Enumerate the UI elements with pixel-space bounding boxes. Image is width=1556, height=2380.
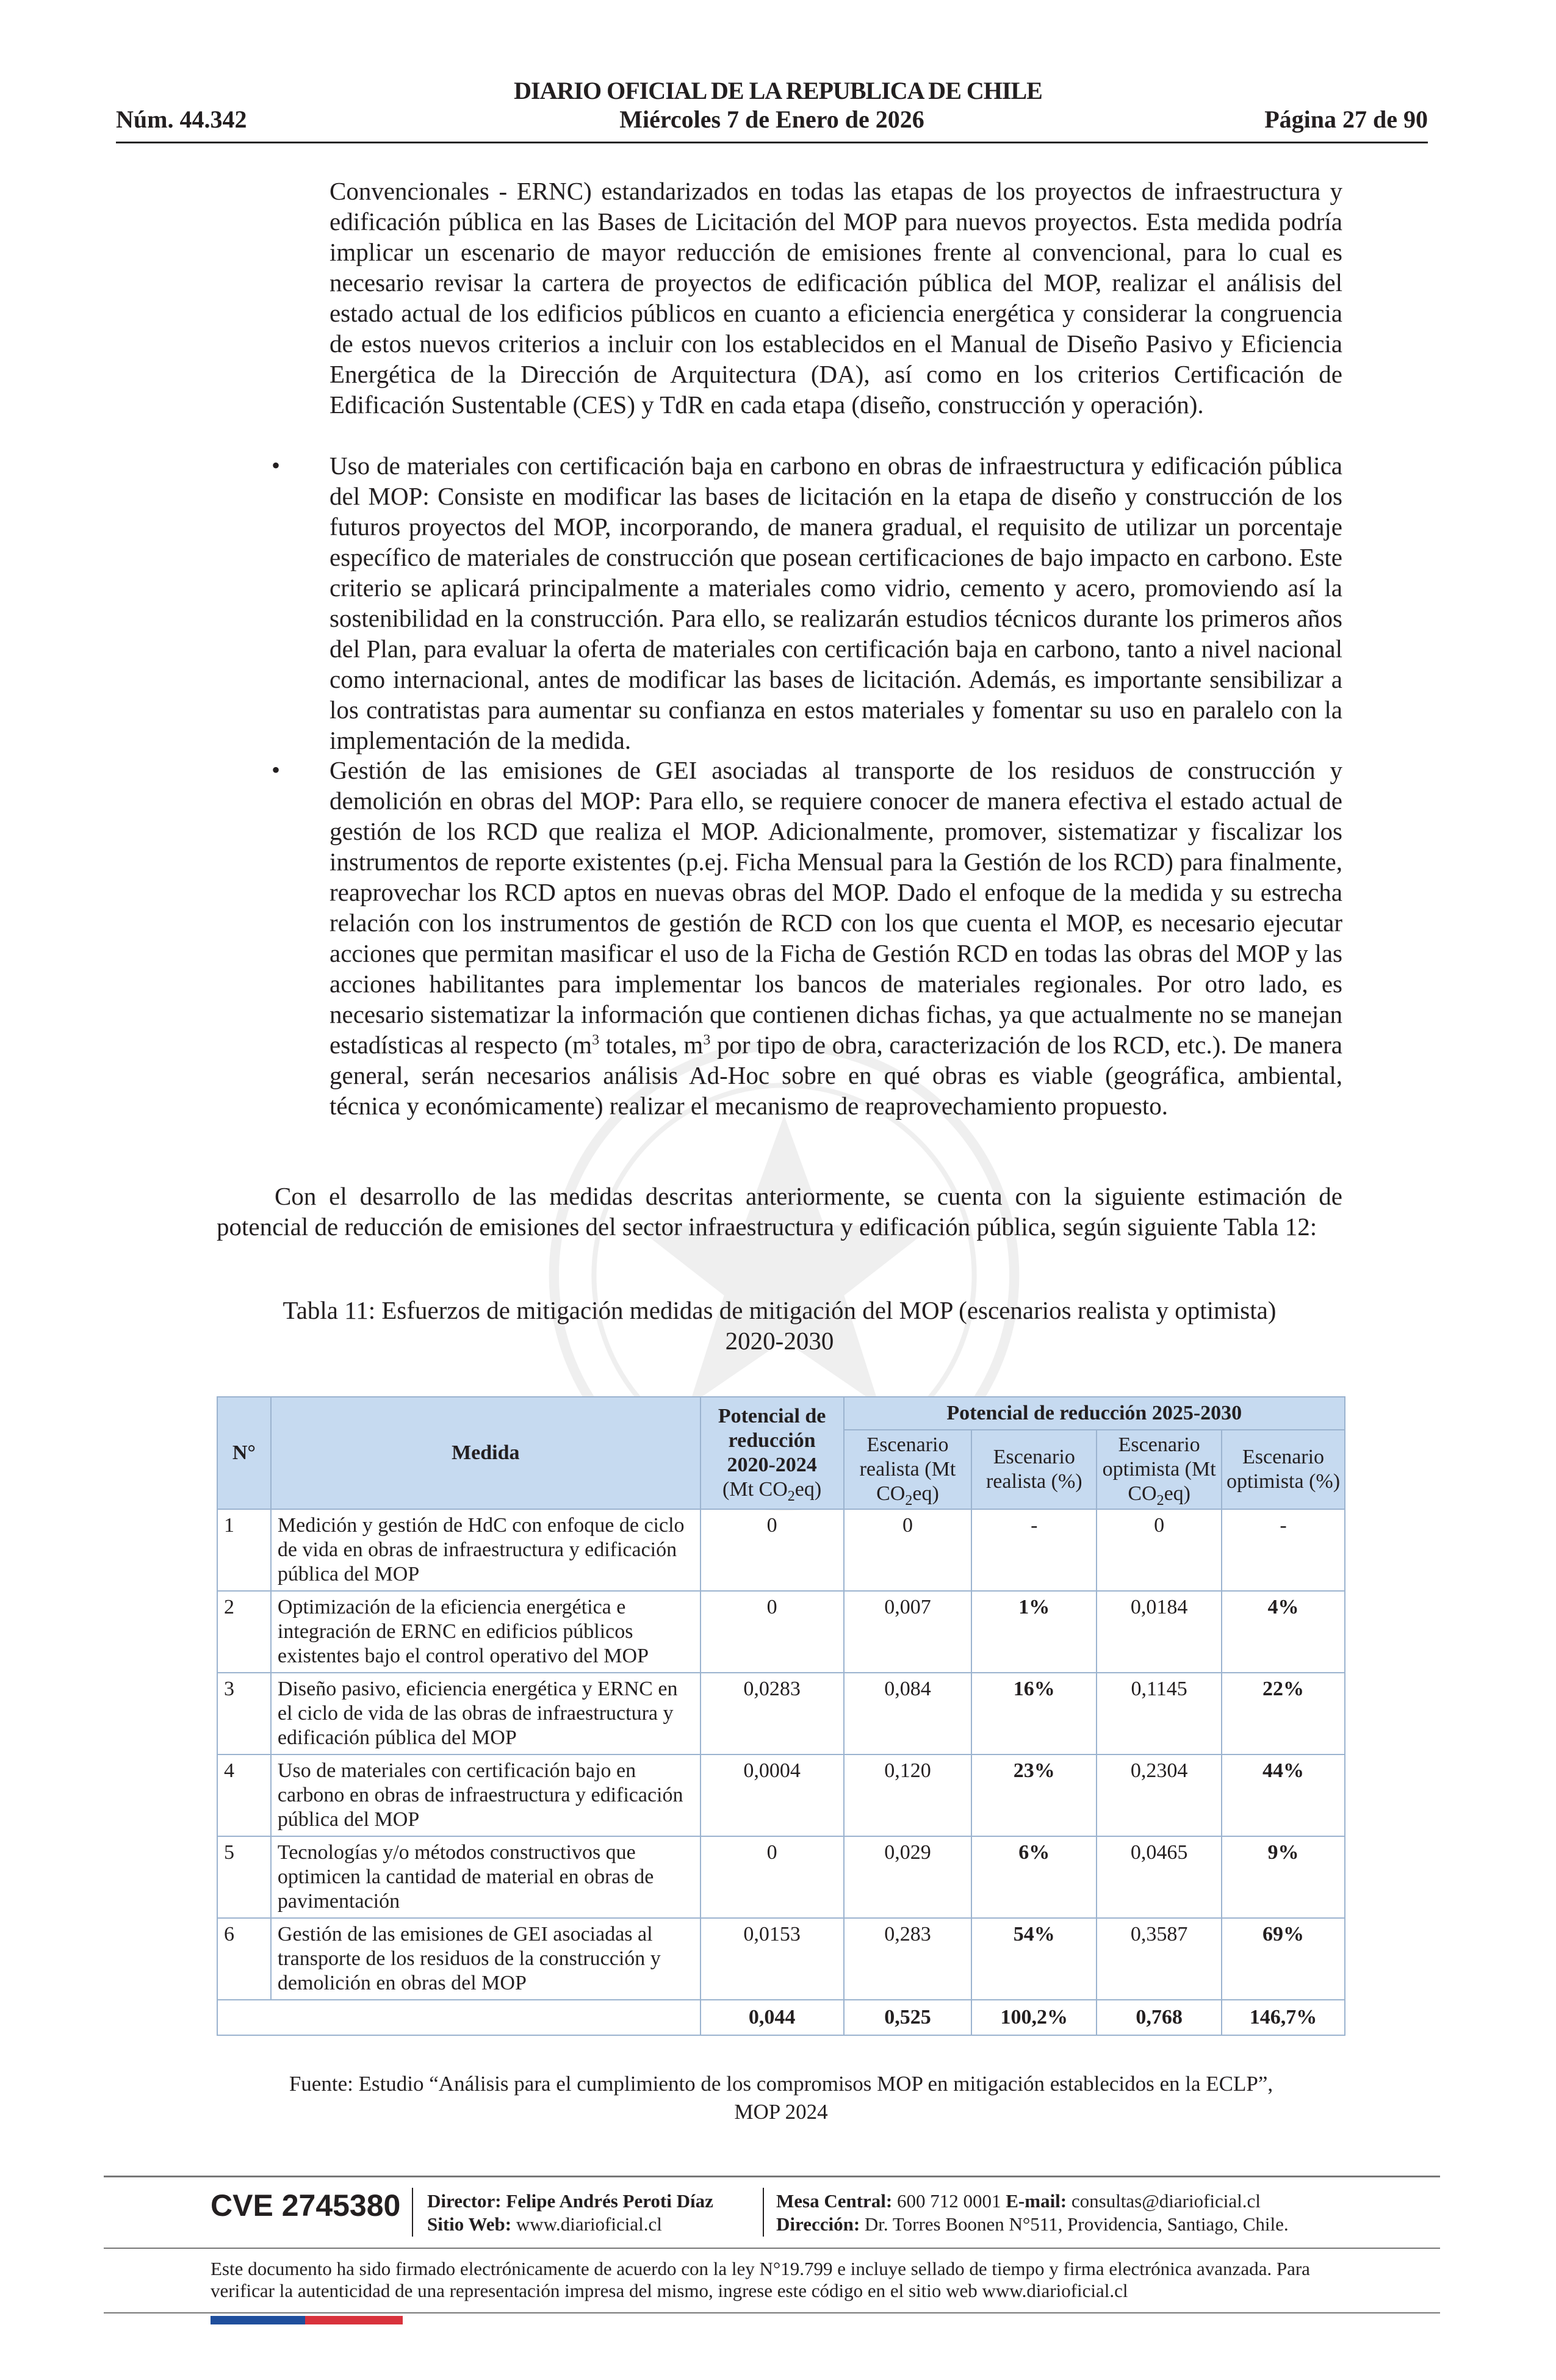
cell-realistic-mt: 0,029 xyxy=(844,1836,972,1918)
table-row xyxy=(217,1591,1345,1673)
header-potential-2020-2024 xyxy=(701,1397,844,1509)
cell-number: 4 xyxy=(217,1754,271,1836)
cell-realistic-pct: 16% xyxy=(971,1673,1097,1754)
table-row xyxy=(217,1673,1345,1754)
footer-separator xyxy=(763,2188,764,2237)
cve-code: CVE 2745380 xyxy=(211,2188,401,2223)
website-link[interactable]: www.diarioficial.cl xyxy=(516,2213,662,2235)
header-medida: Medida xyxy=(271,1397,701,1509)
cell-potential: 0,0283 xyxy=(701,1673,844,1754)
cell-realistic-pct: 1% xyxy=(971,1591,1097,1673)
cell-optimistic-mt: 0,3587 xyxy=(1097,1918,1222,2000)
email-link[interactable]: consultas@diarioficial.cl xyxy=(1071,2190,1261,2212)
cell-realistic-mt: 0,120 xyxy=(844,1754,972,1836)
header-optimistic-mt: Escenario optimista (Mt $CO_2eq$) xyxy=(1097,1430,1222,1509)
total-realistic-pct: 100,2% xyxy=(971,2000,1097,2035)
table-row xyxy=(217,1918,1345,2000)
cell-medida: Medición y gestión de HdC con enfoque de ciclo de vida en obras de infraestructura y edificación pública del MOP xyxy=(271,1509,701,1591)
cell-medida: Tecnologías y/o métodos constructivos que optimicen la cantidad de material en obras de pavimentación xyxy=(271,1836,701,1918)
cell-realistic-mt: 0,084 xyxy=(844,1673,972,1754)
cell-optimistic-pct: - xyxy=(1222,1509,1345,1591)
header-optimistic-pct: Escenario optimista (%) xyxy=(1222,1430,1345,1509)
bullet-marker: • xyxy=(272,756,281,784)
footer-contact-block xyxy=(776,2190,1289,2236)
total-optimistic-mt: 0,768 xyxy=(1097,2000,1222,2035)
bullet-rcd xyxy=(330,755,1342,1121)
cell-optimistic-pct: 22% xyxy=(1222,1673,1345,1754)
footer-divider-middle xyxy=(104,2248,1440,2249)
cell-number: 6 xyxy=(217,1918,271,2000)
bullet-marker: • xyxy=(272,452,281,479)
cell-optimistic-mt: 0 xyxy=(1097,1509,1222,1591)
table-row xyxy=(217,1509,1345,1591)
address-text: Dr. Torres Boonen N°511, Providencia, Santiago, Chile. xyxy=(864,2213,1289,2235)
cell-optimistic-pct: 44% xyxy=(1222,1754,1345,1836)
footer-divider-bottom xyxy=(104,2312,1440,2313)
cell-optimistic-pct: 9% xyxy=(1222,1836,1345,1918)
cell-realistic-mt: 0,007 xyxy=(844,1591,972,1673)
cell-realistic-pct: 23% xyxy=(971,1754,1097,1836)
cell-total-empty xyxy=(217,2000,701,2035)
cell-potential: 0,0153 xyxy=(701,1918,844,2000)
bullet-materials: Uso de materiales con certificación baja en carbono en obras de infraestructura y edificación pública del MOP: Consiste en modificar las bases de licitación en la etapa de diseño y construcción de los futuros proyectos del MOP, incorporando, de manera gradual, el requisito de utilizar un porcentaje específico de materiales de construcción que posean certificaciones de bajo impacto en carbono. Este criterio se aplicará principalmente a materiales como vidrio, cemento y acero, promoviendo así la sostenibilidad en la construcción. Para ello, se realizarán estudios técnicos durante los primeros años del Plan, para evaluar la oferta de materiales con certificación baja en carbono, tanto a nivel nacional como internacional, antes de modificar las bases de licitación. Además, es importante sensibilizar a los contratistas para aumentar su confianza en estos materiales y fomentar su uso en paralelo con la implementación de la medida. xyxy=(330,452,1342,754)
bullet-rcd-text-b: totales, m xyxy=(599,1031,704,1059)
cell-realistic-pct: - xyxy=(971,1509,1097,1591)
table-caption xyxy=(217,1295,1342,1356)
cell-potential: 0 xyxy=(701,1591,844,1673)
cell-optimistic-mt: 0,1145 xyxy=(1097,1673,1222,1754)
header-realistic-pct: Escenario realista (%) xyxy=(971,1430,1097,1509)
cell-realistic-mt: 0 xyxy=(844,1509,972,1591)
cell-optimistic-pct: 4% xyxy=(1222,1591,1345,1673)
cell-number: 3 xyxy=(217,1673,271,1754)
cell-realistic-mt: 0,283 xyxy=(844,1918,972,2000)
cell-medida: Gestión de las emisiones de GEI asociadas al transporte de los residuos de la construcción y demolición en obras del MOP xyxy=(271,1918,701,2000)
total-realistic-mt: 0,525 xyxy=(844,2000,972,2035)
issue-date: Miércoles 7 de Enero de 2026 xyxy=(619,106,924,133)
footer-divider-top xyxy=(104,2176,1440,2177)
flag-stripe-red xyxy=(305,2316,403,2324)
director-label: Director: xyxy=(427,2190,502,2212)
mitigation-table xyxy=(217,1396,1345,2036)
cell-medida: Uso de materiales con certificación bajo en carbono en obras de infraestructura y edificación pública del MOP xyxy=(271,1754,701,1836)
cell-potential: 0 xyxy=(701,1836,844,1918)
cell-optimistic-mt: 0,0184 xyxy=(1097,1591,1222,1673)
header-row xyxy=(116,105,1428,139)
cell-number: 5 xyxy=(217,1836,271,1918)
cell-number: 1 xyxy=(217,1509,271,1591)
cell-potential: 0,0004 xyxy=(701,1754,844,1836)
address-label: Dirección: xyxy=(776,2213,860,2235)
mesa-phone: 600 712 0001 xyxy=(897,2190,1001,2212)
superscript-3: 3 xyxy=(703,1032,711,1048)
newspaper-title: DIARIO OFICIAL DE LA REPUBLICA DE CHILE xyxy=(514,77,1042,104)
footer-separator xyxy=(412,2188,413,2237)
paragraph-continued: Convencionales - ERNC) estandarizados en todas las etapas de los proyectos de infraestructura y edificación pública en las Bases de Licitación del MOP para nuevos proyectos. Esta medida podría implicar un escenario de mayor reducción de emisiones frente al convencional, para lo cual es necesario revisar la cartera de proyectos de edificación pública del MOP, realizar el análisis del estado actual de los edificios públicos en cuanto a eficiencia energética y considerar la congruencia de estos nuevos criterios a incluir con los establecidos en el Manual de Diseño Pasivo y Eficiencia Energética de la Dirección de Arquitectura (DA), así como en los criterios Certificación de Edificación Sustentable (CES) y TdR en cada etapa (diseño, construcción y operación). xyxy=(330,177,1342,419)
header-divider xyxy=(116,142,1428,143)
bullet-rcd-text-a: Gestión de las emisiones de GEI asociadas al transporte de los residuos de construcción y demolición en obras del MOP: Para ello, se requiere conocer de manera efectiva el estado actual de gestión de los RCD que realiza el MOP. Adicionalmente, promover, sistematizar y fiscalizar los instrumentos de reporte existentes (p.ej. Ficha Mensual para la Gestión de los RCD) para finalmente, reaprovechar los RCD aptos en nuevas obras del MOP. Dado el enfoque de la medida y su estrecha relación con los instrumentos de gestión de RCD con los que cuenta el MOP, es necesario ejecutar acciones que permitan masificar el uso de la Ficha de Gestión RCD en todas las obras del MOP y las acciones habilitantes para implementar los bancos de materiales regionales. Por otro lado, es necesario sistematizar la información que contienen dichas fichas, ya que actualmente no se manejan estadísticas al respecto (m xyxy=(330,756,1342,1059)
page-number: Página 27 de 90 xyxy=(1264,106,1428,133)
table-caption-line2: 2020-2030 xyxy=(725,1327,834,1355)
website-label: Sitio Web: xyxy=(427,2213,512,2235)
superscript-3: 3 xyxy=(592,1032,600,1048)
table-caption-line1: Tabla 11: Esfuerzos de mitigación medidas de mitigación del MOP (escenarios realista y optimista) xyxy=(283,1296,1277,1324)
mesa-label: Mesa Central: xyxy=(776,2190,893,2212)
table-source-line2: MOP 2024 xyxy=(734,2100,828,2124)
email-label: E-mail: xyxy=(1006,2190,1067,2212)
cell-realistic-pct: 6% xyxy=(971,1836,1097,1918)
table-source xyxy=(217,2070,1345,2126)
table-row xyxy=(217,1836,1345,1918)
flag-stripe-blue xyxy=(211,2316,305,2324)
table-total-row xyxy=(217,2000,1345,2035)
cell-optimistic-mt: 0,0465 xyxy=(1097,1836,1222,1918)
table-intro-paragraph: Con el desarrollo de las medidas descritas anteriormente, se cuenta con la siguiente estimación de potencial de reducción de emisiones del sector infraestructura y edificación pública, según siguiente Tabla 12: xyxy=(217,1182,1342,1241)
total-potential: 0,044 xyxy=(701,2000,844,2035)
header-potential-unit: (Mt $CO_2eq$) xyxy=(722,1478,822,1504)
cell-optimistic-mt: 0,2304 xyxy=(1097,1754,1222,1836)
header-number: N° xyxy=(217,1397,271,1509)
table-source-line1: Fuente: Estudio “Análisis para el cumplimiento de los compromisos MOP en mitigación establecidos en la ECLP”, xyxy=(289,2072,1273,2096)
issue-number: Núm. 44.342 xyxy=(116,106,247,133)
header-potential-2025-2030: Potencial de reducción 2025-2030 xyxy=(844,1397,1345,1430)
signature-note: Este documento ha sido firmado electrónicamente de acuerdo con la ley N°19.799 e incluye sellado de tiempo y firma electrónica avanzada. Para verificar la autenticidad de una representación impresa del mismo, ingrese este código en el sitio web www.diarioficial.cl xyxy=(211,2258,1310,2301)
cell-medida: Diseño pasivo, eficiencia energética y ERNC en el ciclo de vida de las obras de infraestructura y edificación pública del MOP xyxy=(271,1673,701,1754)
header-potential-label: Potencial de reducción 2020-2024 xyxy=(718,1405,826,1476)
bullet-rcd-text-c: por tipo de obra, caracterización de los RCD, etc.). De manera general, serán necesarios análisis Ad-Hoc sobre en qué obras es viable (geográfica, ambiental, técnica y económicamente) realizar el mecanismo de reaprovechamiento propuesto. xyxy=(330,1031,1342,1120)
cell-number: 2 xyxy=(217,1591,271,1673)
cell-medida: Optimización de la eficiencia energética e integración de ERNC en edificios públicos existentes bajo el control operativo del MOP xyxy=(271,1591,701,1673)
director-name: Felipe Andrés Peroti Díaz xyxy=(506,2190,713,2212)
total-optimistic-pct: 146,7% xyxy=(1222,2000,1345,2035)
footer-director-block xyxy=(427,2190,713,2236)
header-realistic-mt: Escenario realista (Mt $CO_2eq$) xyxy=(844,1430,972,1509)
table-row xyxy=(217,1754,1345,1836)
cell-potential: 0 xyxy=(701,1509,844,1591)
cell-realistic-pct: 54% xyxy=(971,1918,1097,2000)
cell-optimistic-pct: 69% xyxy=(1222,1918,1345,2000)
